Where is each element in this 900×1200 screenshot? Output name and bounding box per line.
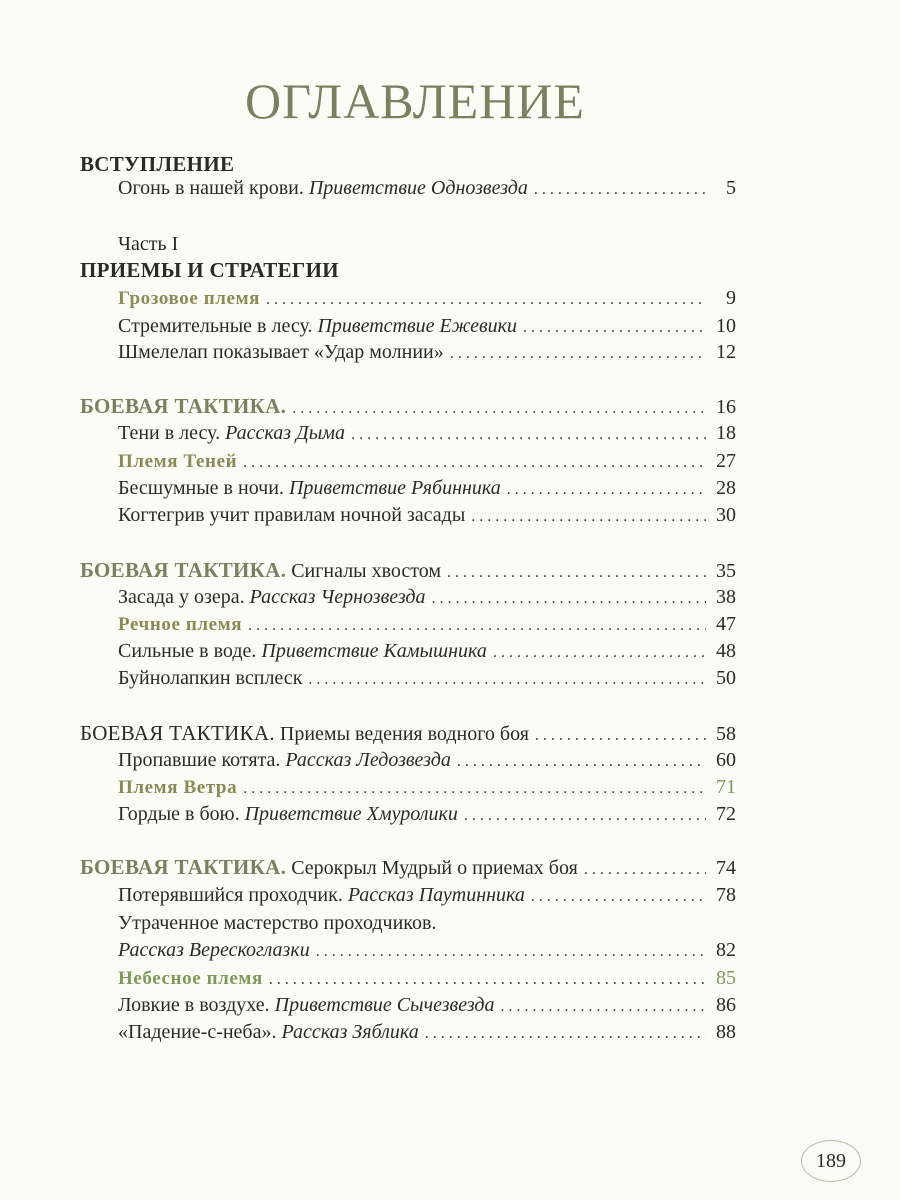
toc-entry[interactable] bbox=[118, 583, 736, 611]
dot-leader bbox=[501, 993, 706, 1021]
page-ref: 74 bbox=[716, 857, 736, 879]
entry-italic: Рассказ Дыма bbox=[225, 422, 346, 444]
entry-text: Сильные в воде. bbox=[118, 640, 262, 662]
entry-text: Бесшумные в ночи. bbox=[118, 477, 289, 499]
page-ref: 10 bbox=[716, 315, 736, 337]
entry-text: Засада у озера. bbox=[118, 586, 250, 608]
page-ref: 86 bbox=[716, 994, 736, 1016]
toc-entry-tactic[interactable] bbox=[80, 853, 736, 881]
toc-entry-clan[interactable] bbox=[118, 964, 736, 992]
page-ref: 12 bbox=[716, 341, 736, 363]
dot-leader bbox=[308, 666, 706, 694]
entry-italic: Приветствие Ежевики bbox=[317, 315, 517, 337]
entry-italic: Приветствие Камышника bbox=[261, 640, 487, 662]
dot-leader bbox=[493, 639, 706, 667]
page-ref: 9 bbox=[726, 287, 736, 309]
page-ref: 5 bbox=[726, 177, 736, 199]
entry-italic: Приветствие Сычезвезда bbox=[274, 994, 495, 1016]
entry-italic: Приветствие Рябинника bbox=[288, 477, 501, 499]
dot-leader bbox=[269, 966, 706, 994]
page-number-badge bbox=[801, 1140, 861, 1182]
dot-leader bbox=[534, 176, 706, 204]
entry-text: «Падение-с-неба». bbox=[118, 1021, 282, 1043]
page-ref: 72 bbox=[716, 803, 736, 825]
dot-leader bbox=[507, 476, 706, 504]
toc-entry[interactable] bbox=[118, 501, 736, 529]
entry-italic: Рассказ Чернозвезда bbox=[249, 586, 426, 608]
entry-italic: Рассказ Ледозвезда bbox=[285, 749, 451, 771]
part-heading-text: ПРИЕМЫ И СТРАТЕГИИ bbox=[80, 258, 339, 282]
part-heading bbox=[80, 256, 736, 284]
part-label-text: Часть I bbox=[118, 233, 179, 255]
dot-leader bbox=[531, 883, 706, 911]
clan-title: Грозовое племя bbox=[118, 288, 260, 309]
tactic-title: БОЕВАЯ ТАКТИКА. bbox=[80, 394, 287, 418]
toc-entry-tactic[interactable] bbox=[80, 392, 736, 420]
dot-leader bbox=[266, 286, 706, 314]
toc-entry[interactable] bbox=[118, 174, 736, 202]
page-ref: 78 bbox=[716, 884, 736, 906]
clan-title: Племя Теней bbox=[118, 451, 238, 472]
toc-entry[interactable] bbox=[118, 1018, 736, 1046]
toc-entry-clan[interactable] bbox=[118, 284, 736, 312]
dot-leader bbox=[457, 748, 706, 776]
page-ref: 35 bbox=[716, 560, 736, 582]
entry-italic: Рассказ Паутинника bbox=[347, 884, 525, 906]
page-ref: 27 bbox=[716, 450, 736, 472]
dot-leader bbox=[425, 1020, 706, 1048]
clan-title: Племя Ветра bbox=[118, 777, 238, 798]
toc-entry[interactable] bbox=[118, 312, 736, 340]
toc-entry[interactable] bbox=[118, 991, 736, 1019]
entry-text: Стремительные в лесу. bbox=[118, 315, 318, 337]
toc-entry[interactable] bbox=[118, 664, 736, 692]
toc-entry-line[interactable] bbox=[118, 909, 736, 937]
tactic-title: БОЕВАЯ ТАКТИКА. bbox=[80, 558, 287, 582]
entry-text: Пропавшие котята. bbox=[118, 749, 286, 771]
toc-entry-clan[interactable] bbox=[118, 447, 736, 475]
entry-italic: Рассказ Верескоглазки bbox=[118, 939, 310, 961]
tactic-title: БОЕВАЯ ТАКТИКА. bbox=[80, 721, 275, 745]
entry-text: Буйнолапкин всплеск bbox=[118, 667, 303, 689]
clan-title: Небесное племя bbox=[118, 968, 263, 989]
tactic-subtitle: Приемы ведения водного боя bbox=[274, 723, 529, 745]
page-ref: 48 bbox=[716, 640, 736, 662]
intro-heading-text: ВСТУПЛЕНИЕ bbox=[80, 152, 235, 176]
page-ref: 47 bbox=[716, 613, 736, 635]
entry-text: Когтегрив учит правилам ночной засады bbox=[118, 504, 466, 526]
tactic-title: БОЕВАЯ ТАКТИКА. bbox=[80, 855, 287, 879]
entry-italic: Рассказ Зяблика bbox=[281, 1021, 419, 1043]
page-ref: 18 bbox=[716, 422, 736, 444]
tactic-subtitle: Серокрыл Мудрый о приемах боя bbox=[286, 857, 578, 879]
toc-entry-clan[interactable] bbox=[118, 773, 736, 801]
page-ref: 85 bbox=[716, 967, 736, 989]
toc-entry[interactable] bbox=[118, 338, 736, 366]
tactic-subtitle: Сигналы хвостом bbox=[286, 560, 442, 582]
toc-entry[interactable] bbox=[118, 881, 736, 909]
page-ref: 50 bbox=[716, 667, 736, 689]
toc-entry-clan[interactable] bbox=[118, 610, 736, 638]
entry-italic: Приветствие Однозвезда bbox=[308, 177, 528, 199]
entry-text: Шмелелап показывает «Удар молнии» bbox=[118, 341, 444, 363]
dot-leader bbox=[450, 340, 706, 368]
toc-entry[interactable] bbox=[118, 936, 736, 964]
toc-entry-tactic[interactable] bbox=[80, 719, 736, 747]
dot-leader bbox=[248, 612, 706, 640]
toc-entry[interactable] bbox=[118, 746, 736, 774]
toc-entry[interactable] bbox=[118, 419, 736, 447]
page-number: 189 bbox=[816, 1149, 846, 1172]
page-ref: 28 bbox=[716, 477, 736, 499]
entry-text: Огонь в нашей крови. bbox=[118, 177, 309, 199]
page-ref: 16 bbox=[716, 396, 736, 418]
entry-text: Гордые в бою. bbox=[118, 803, 245, 825]
page-ref: 60 bbox=[716, 749, 736, 771]
entry-text: Тени в лесу. bbox=[118, 422, 226, 444]
dot-leader bbox=[351, 421, 706, 449]
dot-leader bbox=[243, 775, 706, 803]
dot-leader bbox=[471, 503, 706, 531]
toc-entry[interactable] bbox=[118, 800, 736, 828]
dot-leader bbox=[464, 802, 706, 830]
dot-leader bbox=[243, 449, 706, 477]
part-label bbox=[118, 230, 736, 258]
dot-leader bbox=[432, 585, 706, 613]
page-title: ОГЛАВЛЕНИЕ bbox=[245, 73, 585, 129]
page-ref: 58 bbox=[716, 723, 736, 745]
toc-entry[interactable] bbox=[118, 637, 736, 665]
dot-leader bbox=[584, 856, 706, 884]
page-ref: 30 bbox=[716, 504, 736, 526]
entry-text: Потерявшийся проходчик. bbox=[118, 884, 348, 906]
dot-leader bbox=[316, 938, 706, 966]
clan-title: Речное племя bbox=[118, 614, 243, 635]
page-ref: 82 bbox=[716, 939, 736, 961]
page-ref: 71 bbox=[716, 776, 736, 798]
page-ref: 88 bbox=[716, 1021, 736, 1043]
entry-italic: Приветствие Хмуролики bbox=[244, 803, 458, 825]
entry-text: Ловкие в воздухе. bbox=[118, 994, 275, 1016]
toc-entry-tactic[interactable] bbox=[80, 556, 736, 584]
toc-entry[interactable] bbox=[118, 474, 736, 502]
page-ref: 38 bbox=[716, 586, 736, 608]
entry-text: Утраченное мастерство проходчиков. bbox=[118, 912, 437, 934]
